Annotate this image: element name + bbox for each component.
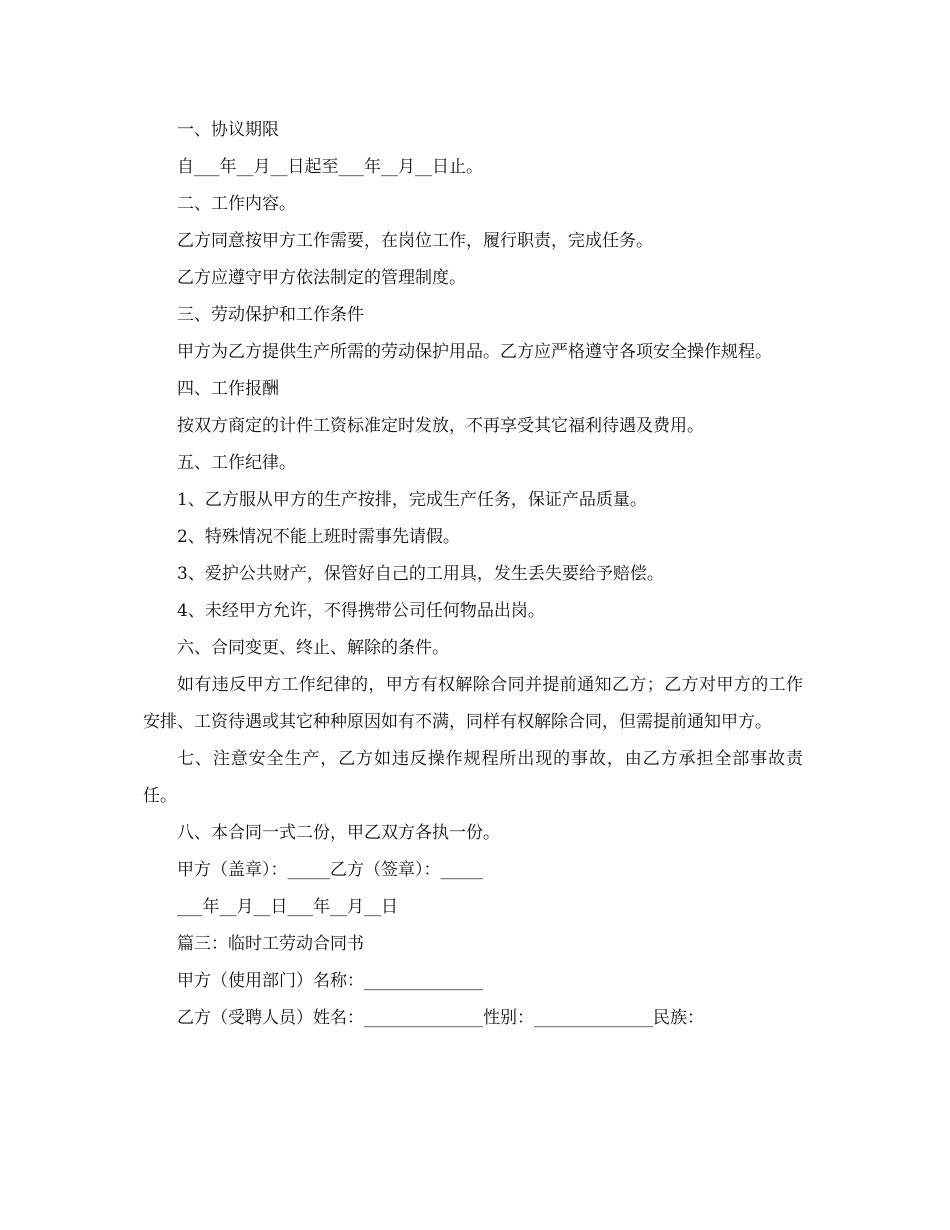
paragraph-party-b: 乙方（受聘人员）姓名：______________性别：______________民族： <box>177 1008 704 1028</box>
paragraph-discipline-1: 1、乙方服从甲方的生产按排，完成生产任务，保证产品质量。 <box>177 490 647 510</box>
paragraph-pay-heading: 四、工作报酬 <box>177 379 279 399</box>
paragraph-pay-body: 按双方商定的计件工资标准定时发放，不再享受其它福利待遇及费用。 <box>177 416 704 436</box>
document-body <box>143 112 803 1037</box>
paragraph-discipline-4: 4、未经甲方允许，不得携带公司任何物品出岗。 <box>177 601 545 621</box>
paragraph-protection-heading: 三、劳动保护和工作条件 <box>177 305 364 325</box>
paragraph-term-heading: 一、协议期限 <box>177 120 279 140</box>
paragraph-work-1: 乙方同意按甲方工作需要，在岗位工作，履行职责，完成任务。 <box>177 231 653 251</box>
paragraph-discipline-heading: 五、工作纪律。 <box>177 453 296 473</box>
paragraph-discipline-2: 2、特殊情况不能上班时需事先请假。 <box>177 527 460 547</box>
paragraph-copies: 八、本合同一式二份，甲乙双方各执一份。 <box>177 823 500 843</box>
paragraph-work-2: 乙方应遵守甲方依法制定的管理制度。 <box>177 268 466 288</box>
paragraph-work-heading: 二、工作内容。 <box>177 194 296 214</box>
paragraph-signature-dates: ___年__月__日___年__月__日 <box>177 897 398 917</box>
paragraph-safety: 七、注意安全生产，乙方如违反操作规程所出现的事故，由乙方承担全部事故责任。 <box>143 749 803 806</box>
paragraph-protection-body: 甲方为乙方提供生产所需的劳动保护用品。乙方应严格遵守各项安全操作规程。 <box>177 342 772 362</box>
paragraph-party-a: 甲方（使用部门）名称：______________ <box>177 971 483 991</box>
paragraph-discipline-3: 3、爱护公共财产，保管好自己的工用具，发生丢失要给予赔偿。 <box>177 564 664 584</box>
paragraph-change-heading: 六、合同变更、终止、解除的条件。 <box>177 638 449 658</box>
paragraph-signatures: 甲方（盖章）：_____乙方（签章）：_____ <box>177 860 483 880</box>
paragraph-section-title: 篇三：临时工劳动合同书 <box>177 934 364 954</box>
paragraph-change-body: 如有违反甲方工作纪律的，甲方有权解除合同并提前通知乙方；乙方对甲方的工作安排、工资待遇或其它种种原因如有不满，同样有权解除合同，但需提前通知甲方。 <box>143 675 803 732</box>
paragraph-term-dates: 自___年__月__日起至___年__月__日止。 <box>177 157 483 177</box>
